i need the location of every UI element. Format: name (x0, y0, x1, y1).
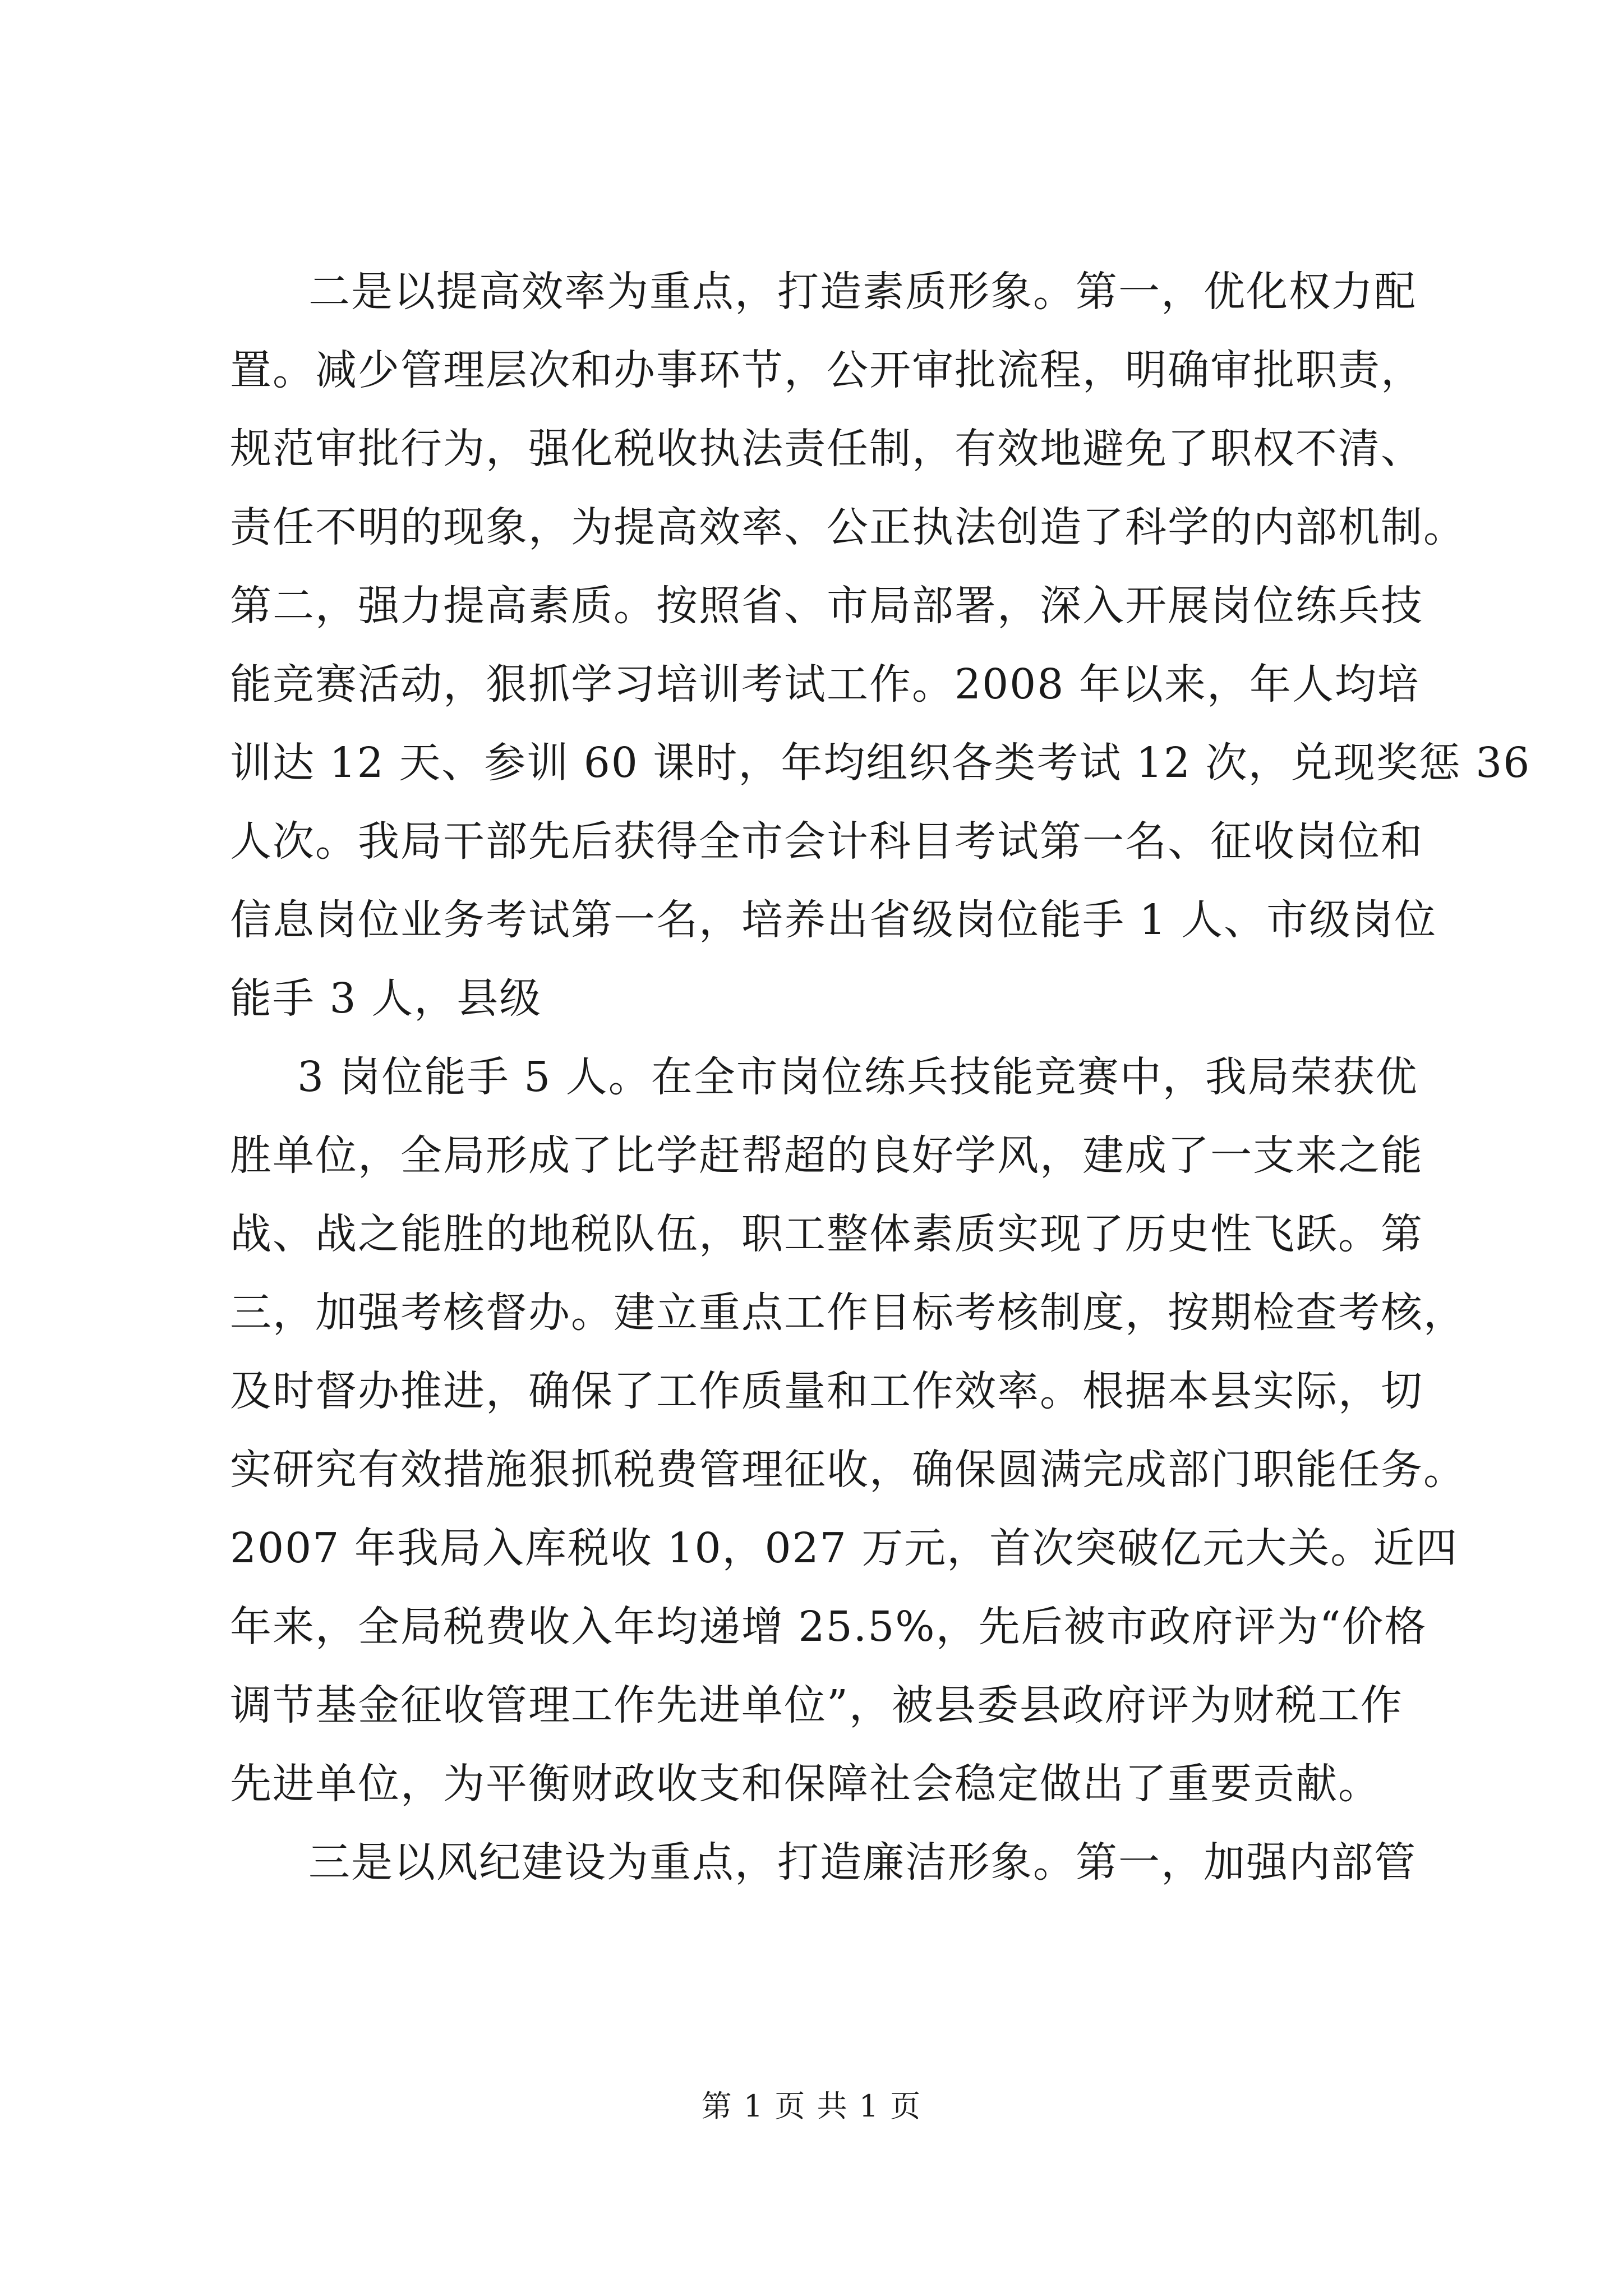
text-line: 3 岗位能手 5 人。在全市岗位练兵技能竞赛中，我局荣获优 (297, 1053, 1418, 1101)
text-line: 三，加强考核督办。建立重点工作目标考核制度，按期检查考核， (230, 1289, 1466, 1337)
text-line: 三是以风纪建设为重点，打造廉洁形象。第一，加强内部管 (308, 1838, 1417, 1887)
text-line: 调节基金征收管理工作先进单位”，被县委县政府评为财税工作 (230, 1681, 1403, 1729)
text-line: 规范审批行为，强化税收执法责任制，有效地避免了职权不清、 (230, 425, 1423, 473)
text-line: 及时督办推进，确保了工作质量和工作效率。根据本县实际，切 (230, 1367, 1423, 1415)
text-line: 责任不明的现象，为提高效率、公正执法创造了科学的内部机制。 (230, 503, 1466, 551)
text-line: 人次。我局干部先后获得全市会计科目考试第一名、征收岗位和 (230, 817, 1423, 866)
text-line: 胜单位，全局形成了比学赶帮超的良好学风，建成了一支来之能 (230, 1131, 1423, 1180)
text-line: 二是以提高效率为重点，打造素质形象。第一，优化权力配 (308, 268, 1417, 316)
text-line: 能手 3 人，县级 (230, 974, 542, 1023)
text-line: 实研究有效措施狠抓税费管理征收，确保圆满完成部门职能任务。 (230, 1446, 1466, 1494)
text-line: 年来，全局税费收入年均递增 25.5%，先后被市政府评为“价格 (230, 1603, 1427, 1651)
text-line: 2007 年我局入库税收 10，027 万元，首次突破亿元大关。近四 (230, 1524, 1459, 1572)
text-line: 先进单位，为平衡财政收支和保障社会稳定做出了重要贡献。 (230, 1760, 1381, 1808)
text-line: 置。减少管理层次和办事环节，公开审批流程，明确审批职责， (230, 346, 1423, 394)
text-line: 能竞赛活动，狠抓学习培训考试工作。2008 年以来，年人均培 (230, 660, 1420, 708)
text-line: 训达 12 天、参训 60 课时，年均组织各类考试 12 次，兑现奖惩 36 (230, 739, 1531, 787)
page-footer: 第 1 页 共 1 页 (701, 2088, 922, 2124)
text-line: 第二，强力提高素质。按照省、市局部署，深入开展岗位练兵技 (230, 582, 1423, 630)
text-line: 战、战之能胜的地税队伍，职工整体素质实现了历史性飞跃。第 (230, 1210, 1423, 1258)
text-line: 信息岗位业务考试第一名，培养出省级岗位能手 1 人、市级岗位 (230, 896, 1437, 944)
